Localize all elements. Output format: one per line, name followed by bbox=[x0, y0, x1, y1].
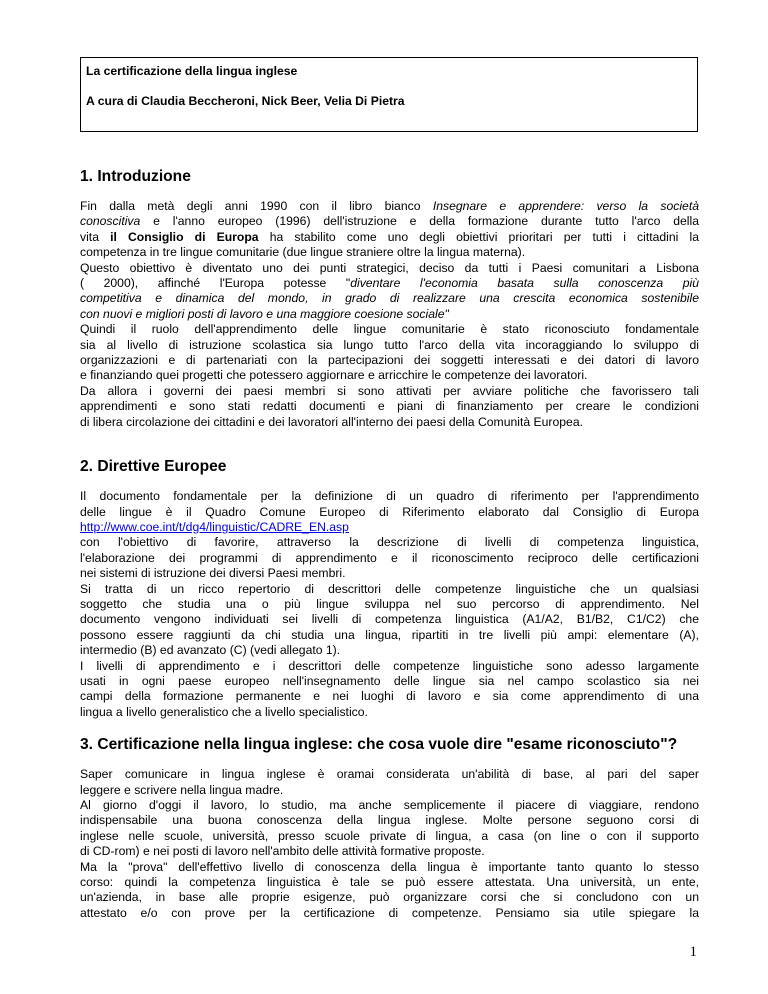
text-line: Si tratta di un ricco repertorio di descrittori delle competenze linguistiche che un qualsiasi bbox=[80, 581, 699, 596]
document-authors: A cura di Claudia Beccheroni, Nick Beer, Velia Di Pietra bbox=[86, 94, 405, 108]
text-line: attestato e/o con prove per la certificazione di competenze. Pensiamo sia utile spiegare la bbox=[80, 905, 699, 920]
section-2 bbox=[80, 458, 699, 720]
text-line bbox=[80, 520, 699, 535]
text-line: l'elaborazione dei programmi di apprendimento e il riconoscimento reciproco delle certificazioni bbox=[80, 550, 699, 565]
text-line: conoscitiva e l'anno europeo (1996) dell'istruzione e della formazione durante tutto l'arco della bbox=[80, 214, 699, 229]
paragraph bbox=[80, 798, 699, 860]
paragraph bbox=[80, 582, 699, 659]
text-line: di libera circolazione dei cittadini e dei lavoratori all'interno dei paesi della Comunità Europea. bbox=[80, 414, 583, 429]
text-line: Saper comunicare in lingua inglese è oramai considerata un'abilità di base, al pari del saper bbox=[80, 767, 699, 782]
text-line bbox=[80, 291, 699, 306]
text-line: soggetto che studia una o più lingue sviluppa nel suo percorso di apprendimento. Nel bbox=[80, 596, 699, 611]
text-line: indispensabile una buona conoscenza della lingua inglese. Molte persone seguono corsi di bbox=[80, 813, 699, 828]
text-line: inglese nelle scuole, università, presso scuole private di lingua, a casa (on line o con il supporto bbox=[80, 828, 699, 843]
text-line: Da allora i governi dei paesi membri si sono attivati per avviare politiche che favorissero tali bbox=[80, 383, 699, 398]
text-line: I livelli di apprendimento e i descrittori delle competenze linguistiche sono adesso largamente bbox=[80, 658, 699, 673]
text-line: con l'obiettivo di favorire, attraverso la descrizione di livelli di competenza linguistica, bbox=[80, 535, 699, 550]
text-line: organizzazioni e di partenariati con la partecipazioni dei soggetti interessati e dei datori di lavoro bbox=[80, 353, 699, 368]
text-line: nei sistemi di istruzione dei diversi Paesi membri. bbox=[80, 566, 346, 581]
title-box bbox=[80, 57, 698, 132]
bold-text: il Consiglio di Europa bbox=[110, 229, 259, 244]
text-line: Fin dalla metà degli anni 1990 con il libro bianco Insegnare e apprendere: verso la società bbox=[80, 199, 699, 213]
text-line: un'azienda, in base alle proprie esigenze, può organizzare corsi che si concludono con un bbox=[80, 890, 699, 905]
paragraph bbox=[80, 767, 699, 798]
paragraph bbox=[80, 322, 699, 384]
text-line: Al giorno d'oggi il lavoro, lo studio, ma anche semplicemente il piacere di viaggiare, rendono bbox=[80, 798, 699, 812]
text-line: Il documento fondamentale per la definizione di un quadro di riferimento per l'apprendimento bbox=[80, 489, 699, 504]
text-line: competenza in tre lingue comunitarie (due lingue straniere oltre la lingua materna). bbox=[80, 245, 526, 260]
italic-text: conoscitiva bbox=[80, 214, 141, 229]
text-line: Quindi il ruolo dell'apprendimento delle lingue comunitarie è stato riconosciuto fondamentale bbox=[80, 322, 699, 337]
text-line: leggere e scrivere nella lingua madre. bbox=[80, 782, 284, 797]
paragraph bbox=[80, 659, 699, 721]
text-line: Questo obiettivo è diventato uno dei punti strategici, deciso da tutti i Paesi comunitari a Lisbona bbox=[80, 260, 699, 275]
text-line: delle lingue è il Quadro Comune Europeo di Riferimento elaborato dal Consiglio di Europa bbox=[80, 504, 699, 519]
paragraph bbox=[80, 261, 699, 323]
text-line: intermedio (B) ed avanzato (C) (vedi allegato 1). bbox=[80, 643, 341, 658]
italic-text: con nuovi e migliori posti di lavoro e una maggiore coesione sociale" bbox=[80, 306, 449, 321]
text-line: sia al livello di istruzione scolastica sia lungo tutto l'arco della vita incoraggiando lo sviluppo di bbox=[80, 337, 699, 352]
section-heading: 3. Certificazione nella lingua inglese: che cosa vuole dire "esame riconosciuto"? bbox=[80, 736, 678, 754]
section-heading: 2. Direttive Europee bbox=[80, 458, 227, 476]
section-heading: 1. Introduzione bbox=[80, 168, 191, 185]
section-1 bbox=[80, 168, 699, 430]
text-line: lingua a livello generalistico che a livello specialistico. bbox=[80, 704, 368, 719]
italic-text: competitiva e dinamica del mondo, in grado di realizzare una crescita economica sostenibile bbox=[80, 291, 699, 306]
text-line: corso: quindi la competenza linguistica è tale se può essere attestata. Una università, un ente, bbox=[80, 875, 699, 890]
text-line: di CD-rom) e nei posti di lavoro nell'ambito delle attività formative proposte. bbox=[80, 844, 485, 859]
text-line bbox=[80, 307, 699, 322]
section-3 bbox=[80, 736, 699, 921]
text-line: ( 2000), affinché l'Europa potesse "diventare l'economia basata sulla conoscenza più bbox=[80, 276, 699, 291]
reference-link[interactable]: http://www.coe.int/t/dg4/linguistic/CADRE_EN.asp bbox=[80, 519, 349, 534]
text-line: apprendimenti e sono stati redatti documenti e piani di finanziamento per creare le condizioni bbox=[80, 399, 699, 414]
text-line: Ma la "prova" dell'effettivo livello di conoscenza della lingua è importante tanto quanto lo stesso bbox=[80, 859, 699, 874]
paragraph bbox=[80, 489, 699, 581]
italic-text: diventare l'economia basata sulla conoscenza più bbox=[350, 276, 699, 291]
text-line: documento vengono individuati sei livelli di competenza linguistica (A1/A2, B1/B2, C1/C2) che bbox=[80, 612, 699, 627]
page-number: 1 bbox=[689, 944, 697, 960]
document-body bbox=[80, 168, 699, 921]
italic-text: Insegnare e apprendere: verso la società bbox=[432, 199, 699, 213]
paragraph bbox=[80, 860, 699, 922]
paragraph bbox=[80, 384, 699, 430]
text-line: vita il Consiglio di Europa ha stabilito come uno degli obiettivi prioritari per tutti i cittadini la bbox=[80, 229, 699, 244]
text-line: possono essere raggiunti da chi studia una lingua, ripartiti in tre livelli più ampi: elementare (A), bbox=[80, 627, 699, 642]
text-line: e finanziando quei progetti che potessero aggiornare e arricchire le competenze dei lavoratori. bbox=[80, 368, 588, 383]
text-line: usati in ogni paese europeo nell'insegnamento delle lingue sia nel campo scolastico sia nei bbox=[80, 673, 699, 688]
document-title: La certificazione della lingua inglese bbox=[86, 64, 298, 78]
paragraph bbox=[80, 199, 699, 261]
text-line: campi della formazione permanente e nei luoghi di lavoro e sia come apprendimento di una bbox=[80, 689, 699, 704]
